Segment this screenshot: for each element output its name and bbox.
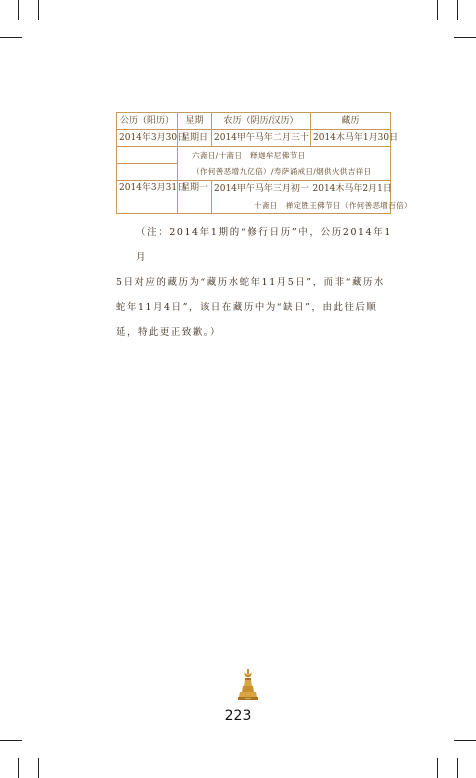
cell-notes bbox=[178, 164, 391, 181]
note-line: 蛇年11月4日”，该日在藏历中为“缺日”，由此往后顺 bbox=[116, 302, 378, 313]
correction-note bbox=[116, 220, 392, 345]
crop-mark bbox=[0, 740, 22, 741]
note-line: 5日对应的藏历为“藏历水蛇年11月5日”，而非“藏历水 bbox=[116, 277, 385, 288]
festival-note: 六斋日/十斋日 释迦牟尼佛节日 bbox=[192, 150, 306, 160]
table-row bbox=[117, 130, 391, 147]
header-weekday: 星期 bbox=[178, 113, 212, 130]
crop-mark bbox=[457, 0, 458, 20]
crop-mark bbox=[0, 37, 22, 38]
cell-notes bbox=[178, 147, 391, 164]
crop-mark bbox=[437, 758, 438, 778]
cell-weekday: 星期日 bbox=[178, 130, 212, 147]
table-row bbox=[117, 147, 391, 164]
svg-text:✦✦✦: ✦✦✦ bbox=[244, 697, 252, 701]
cell-lunar: 2014甲午马年三月初一 bbox=[212, 181, 311, 198]
cell-empty bbox=[117, 147, 178, 164]
crop-mark bbox=[18, 758, 19, 778]
table-row bbox=[117, 181, 391, 198]
table-header-row bbox=[117, 113, 391, 130]
header-tibetan: 藏历 bbox=[311, 113, 391, 130]
crop-mark bbox=[457, 758, 458, 778]
crop-mark bbox=[18, 0, 19, 20]
crop-mark bbox=[454, 37, 476, 38]
crop-mark bbox=[454, 740, 476, 741]
crop-mark bbox=[38, 758, 39, 778]
festival-note: （作何善恶增九亿倍）/寿萨诵戒日/烟供火供吉祥日 bbox=[192, 167, 372, 177]
cell-tibetan: 2014木马年1月30日 bbox=[311, 130, 391, 147]
header-lunar: 农历（阴历/汉历） bbox=[212, 113, 311, 130]
cell-weekday: 星期一 bbox=[178, 181, 212, 214]
crop-mark bbox=[437, 0, 438, 20]
cell-tibetan: 2014木马年2月1日 bbox=[311, 181, 391, 198]
cell-empty bbox=[117, 164, 178, 181]
crop-mark bbox=[38, 0, 39, 20]
header-gregorian: 公历（阳历） bbox=[117, 113, 178, 130]
page-number: 223 bbox=[224, 708, 252, 724]
table-row bbox=[117, 164, 391, 181]
cell-notes bbox=[212, 197, 412, 214]
calendar-table bbox=[116, 112, 412, 214]
cell-gregorian: 2014年3月30日 bbox=[117, 130, 178, 147]
cell-gregorian: 2014年3月31日 bbox=[117, 181, 178, 214]
note-line: （注：2014年1期的“修行日历”中，公历2014年1月 bbox=[136, 227, 392, 263]
festival-note: 十斋日 禅定胜王佛节日（作何善恶增百倍） bbox=[254, 200, 412, 210]
note-line: 延，特此更正致歉。） bbox=[116, 327, 222, 338]
cell-lunar: 2014甲午马年二月三十 bbox=[212, 130, 311, 147]
vajra-emblem-icon bbox=[236, 668, 260, 704]
